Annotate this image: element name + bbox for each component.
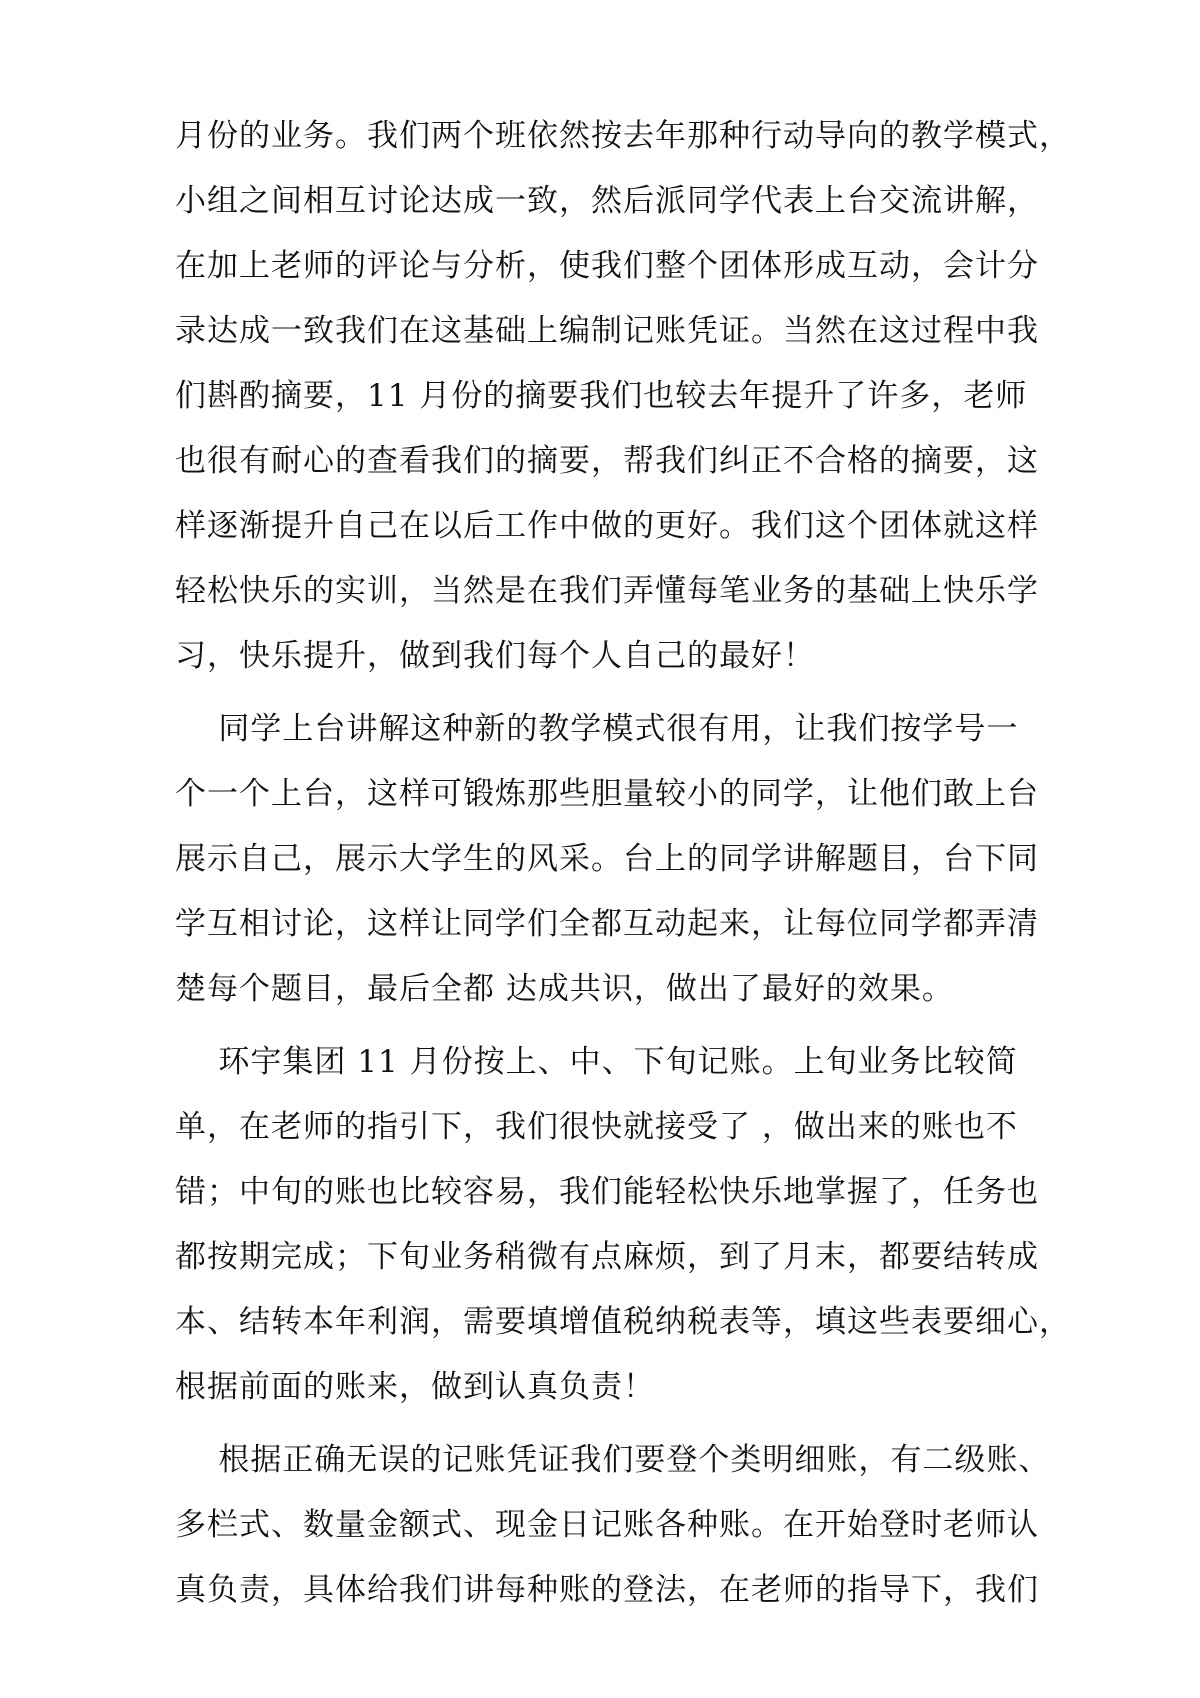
text-line: 楚每个题目，最后全都 达成共识，做出了最好的效果。 (175, 971, 954, 1007)
text-line: 轻松快乐的实训，当然是在我们弄懂每笔业务的基础上快乐学 (175, 573, 1039, 609)
document-body (175, 104, 1071, 1623)
text-line: 根据前面的账来，做到认真负责！ (175, 1369, 655, 1405)
paragraph-spacer (175, 689, 1045, 697)
text-line: 在加上老师的评论与分析，使我们整个团体形成互动，会计分 (175, 248, 1039, 284)
paragraph-spacer (175, 1420, 1045, 1428)
text-line: 单，在老师的指引下，我们很快就接受了 ，做出来的账也不 (175, 1109, 1018, 1145)
text-line: 根据正确无误的记账凭证我们要登个类明细账，有二级账、 (175, 1442, 1051, 1478)
paragraph-3 (175, 1030, 1071, 1420)
text-line: 真负责，具体给我们讲每种账的登法，在老师的指导下，我们 (175, 1572, 1039, 1608)
paragraph-spacer (175, 1022, 1045, 1030)
text-line: 录达成一致我们在这基础上编制记账凭证。当然在这过程中我 (175, 313, 1039, 349)
text-line: 都按期完成；下旬业务稍微有点麻烦，到了月末，都要结转成 (175, 1239, 1039, 1275)
paragraph-2 (175, 697, 1045, 1022)
text-line: 们斟酌摘要，11 月份的摘要我们也较去年提升了许多，老师 (175, 378, 1028, 414)
paragraph-1 (175, 104, 1071, 689)
text-line: 同学上台讲解这种新的教学模式很有用，让我们按学号一 (175, 711, 1019, 747)
text-line: 学互相讨论，这样让同学们全都互动起来，让每位同学都弄清 (175, 906, 1039, 942)
text-line: 本、结转本年利润，需要填增值税纳税表等，填这些表要细心， (175, 1304, 1071, 1340)
text-line: 小组之间相互讨论达成一致，然后派同学代表上台交流讲解， (175, 183, 1039, 219)
text-line: 多栏式、数量金额式、现金日记账各种账。在开始登时老师认 (175, 1507, 1039, 1543)
text-line: 月份的业务。我们两个班依然按去年那种行动导向的教学模式， (175, 118, 1071, 154)
text-line: 展示自己，展示大学生的风采。台上的同学讲解题目，台下同 (175, 841, 1039, 877)
paragraph-4 (175, 1428, 1051, 1623)
text-line: 习，快乐提升，做到我们每个人自己的最好！ (175, 638, 815, 674)
text-line: 环宇集团 11 月份按上、中、下旬记账。上旬业务比较简 (175, 1044, 1018, 1080)
text-line: 样逐渐提升自己在以后工作中做的更好。我们这个团体就这样 (175, 508, 1039, 544)
text-line: 错；中旬的账也比较容易，我们能轻松快乐地掌握了，任务也 (175, 1174, 1039, 1210)
text-line: 也很有耐心的查看我们的摘要，帮我们纠正不合格的摘要，这 (175, 443, 1039, 479)
text-line: 个一个上台，这样可锻炼那些胆量较小的同学，让他们敢上台 (175, 776, 1039, 812)
